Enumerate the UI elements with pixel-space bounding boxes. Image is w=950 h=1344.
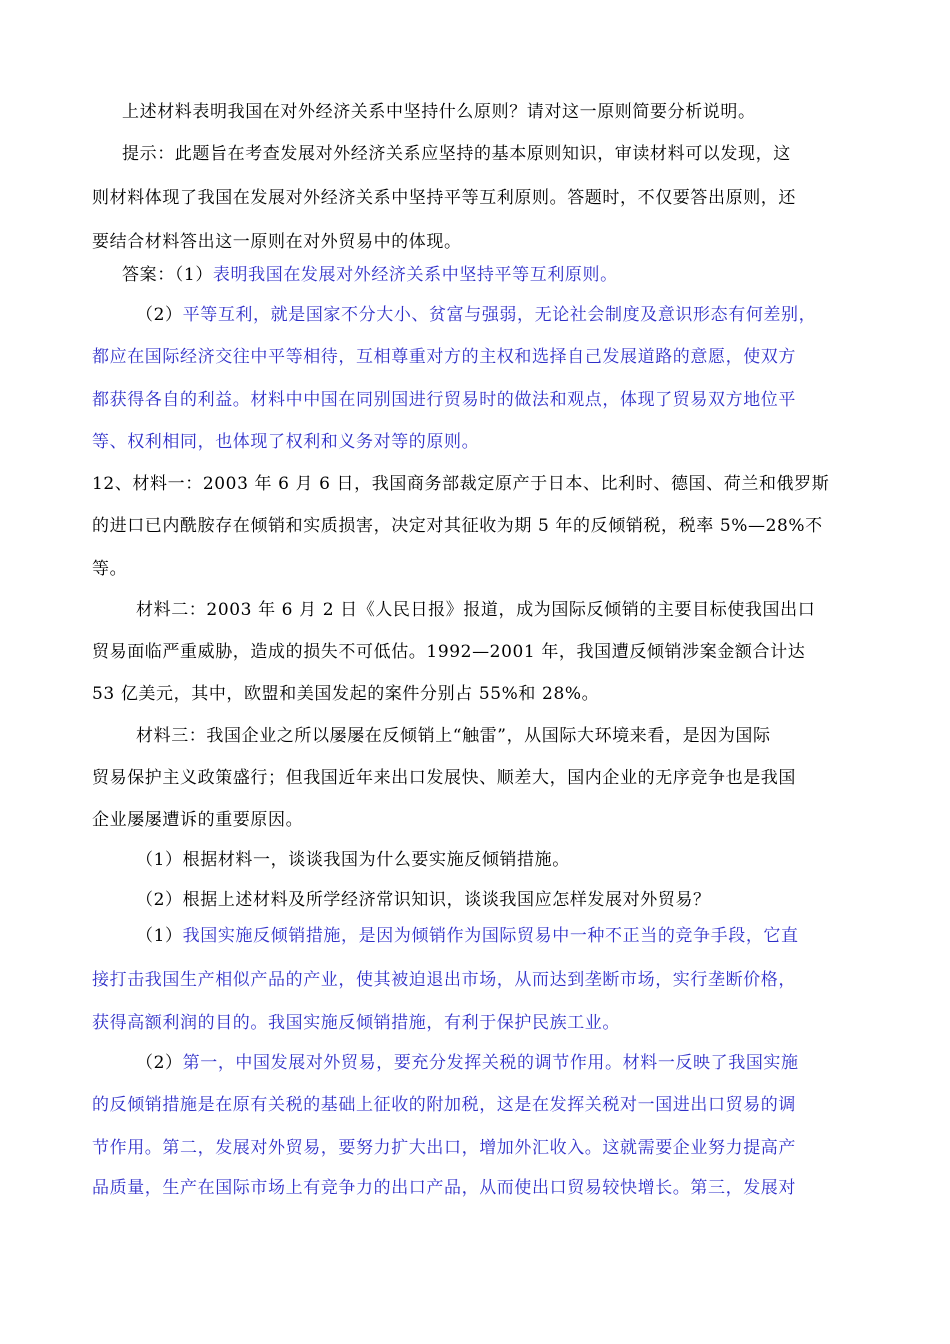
text-line — [92, 1051, 916, 1075]
question-text: （2）根据上述材料及所学经济常识知识，谈谈我国应怎样发展对外贸易？ — [136, 890, 711, 910]
text-line — [92, 640, 872, 664]
text-line — [92, 430, 872, 454]
text-line — [92, 186, 872, 210]
answer-text: 第一，中国发展对外贸易，要充分发挥关税的调节作用。材料一反映了我国实施 — [182, 1053, 799, 1073]
text-line — [92, 345, 872, 369]
answer-text: 接打击我国生产相似产品的产业，使其被迫退出市场，从而达到垄断市场，实行垄断价格， — [92, 970, 796, 990]
question-text: 要结合材料答出这一原则在对外贸易中的体现。 — [92, 232, 462, 252]
text-line — [92, 100, 902, 124]
question-text: 12、材料一：2003 年 6 月 6 日，我国商务部裁定原产于日本、比利时、德国、荷兰和俄罗斯 — [92, 474, 830, 494]
answer-text: 都获得各自的利益。材料中中国在同别国进行贸易时的做法和观点，体现了贸易双方地位平 — [92, 390, 796, 410]
question-text: 企业屡屡遭诉的重要原因。 — [92, 810, 304, 830]
text-line — [92, 1093, 872, 1117]
question-text: （1） — [136, 926, 183, 946]
answer-text: 等、权利相同，也体现了权利和义务对等的原则。 — [92, 432, 480, 452]
text-line — [92, 808, 872, 832]
answer-text: 品质量，生产在国际市场上有竞争力的出口产品，从而使出口贸易较快增长。第三，发展对 — [92, 1178, 796, 1198]
answer-text: 都应在国际经济交往中平等相待，互相尊重对方的主权和选择自己发展道路的意愿，使双方 — [92, 347, 796, 367]
text-line — [92, 598, 916, 622]
text-line — [92, 263, 902, 287]
answer-text: 表明我国在发展对外经济关系中坚持平等互利原则。 — [212, 265, 618, 285]
question-text: 则材料体现了我国在发展对外经济关系中坚持平等互利原则。答题时，不仅要答出原则，还 — [92, 188, 796, 208]
text-line — [92, 472, 872, 496]
text-line — [92, 388, 872, 412]
question-text: 答案：（1） — [122, 265, 213, 285]
text-line — [92, 303, 916, 327]
answer-text: 节作用。第二，发展对外贸易，要努力扩大出口，增加外汇收入。这就需要企业努力提高产 — [92, 1138, 796, 1158]
text-line — [92, 1011, 872, 1035]
question-text: 贸易保护主义政策盛行；但我国近年来出口发展快、顺差大，国内企业的无序竞争也是我国 — [92, 768, 796, 788]
text-line — [92, 230, 872, 254]
text-line — [92, 142, 902, 166]
text-line — [92, 724, 916, 748]
question-text: 的进口已内酰胺存在倾销和实质损害，决定对其征收为期 5 年的反倾销税，税率 5%—28%不 — [92, 516, 823, 536]
question-text: （2） — [136, 1053, 183, 1073]
question-text: 材料二：2003 年 6 月 2 日《人民日报》报道，成为国际反倾销的主要目标使我国出口 — [136, 600, 816, 620]
question-text: 提示：此题旨在考查发展对外经济关系应坚持的基本原则知识，审读材料可以发现，这 — [122, 144, 791, 164]
answer-text: 我国实施反倾销措施，是因为倾销作为国际贸易中一种不正当的竞争手段，它直 — [182, 926, 799, 946]
question-text: 等。 — [92, 559, 128, 579]
question-text: 材料三：我国企业之所以屡屡在反倾销上“触雷”，从国际大环境来看，是因为国际 — [136, 726, 771, 746]
text-line — [92, 766, 872, 790]
question-text: （1）根据材料一，谈谈我国为什么要实施反倾销措施。 — [136, 850, 570, 870]
text-line — [92, 968, 872, 992]
text-line — [92, 848, 916, 872]
question-text: （2） — [136, 305, 183, 325]
question-text: 贸易面临严重威胁，造成的损失不可低估。1992—2001 年，我国遭反倾销涉案金额合计达 — [92, 642, 806, 662]
answer-text: 获得高额利润的目的。我国实施反倾销措施，有利于保护民族工业。 — [92, 1013, 620, 1033]
text-line — [92, 924, 916, 948]
text-line — [92, 514, 872, 538]
answer-text: 平等互利，就是国家不分大小、贫富与强弱，无论社会制度及意识形态有何差别， — [182, 305, 817, 325]
text-line — [92, 888, 916, 912]
answer-text: 的反倾销措施是在原有关税的基础上征收的附加税，这是在发挥关税对一国进出口贸易的调 — [92, 1095, 796, 1115]
text-line — [92, 557, 872, 581]
question-text: 上述材料表明我国在对外经济关系中坚持什么原则？请对这一原则简要分析说明。 — [122, 102, 756, 122]
question-text: 53 亿美元，其中，欧盟和美国发起的案件分别占 55%和 28%。 — [92, 684, 600, 704]
text-line — [92, 1176, 872, 1200]
text-line — [92, 682, 872, 706]
text-line — [92, 1136, 872, 1160]
